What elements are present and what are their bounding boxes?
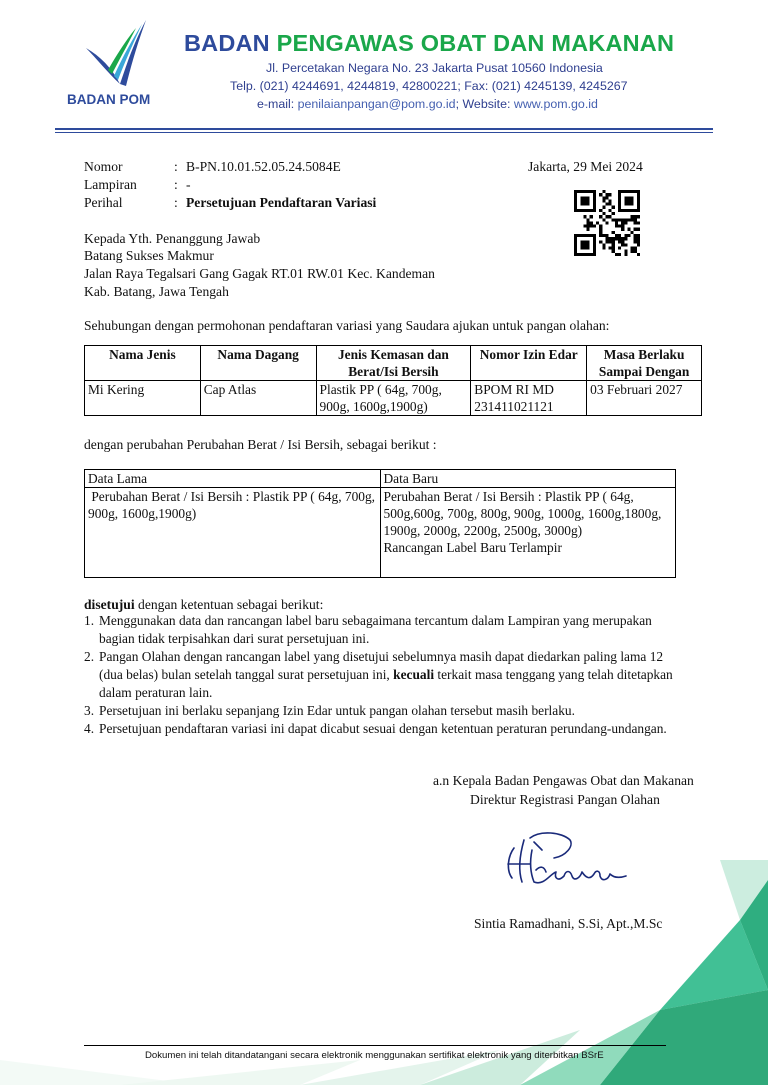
list-text: Menggunakan data dan rancangan label baru sebagaimana tercantum dalam Lampiran yang merupakan bagian tidak terpisahkan dari surat persetujuan ini.	[99, 613, 652, 646]
table-row	[85, 381, 702, 416]
website-label: ; Website:	[455, 97, 514, 111]
nomor-value: B-PN.10.01.52.05.24.5084E	[186, 159, 341, 174]
list-number: 4.	[84, 721, 95, 736]
email-link[interactable]: penilaianpangan@pom.go.id	[297, 97, 456, 111]
list-number: 1.	[84, 613, 95, 628]
col-jenis-kemasan: Jenis Kemasan dan Berat/Isi Bersih	[316, 346, 471, 381]
list-text-bold: kecuali	[393, 667, 435, 682]
org-name-part1: BADAN	[184, 30, 270, 56]
cell-data-lama: Perubahan Berat / Isi Bersih : Plastik PP ( 64g, 700g, 900g, 1600g,1900g)	[85, 488, 381, 578]
lampiran-value: -	[186, 177, 191, 192]
nomor-sep: :	[174, 159, 178, 174]
lampiran-label: Lampiran	[84, 177, 137, 192]
nomor-label: Nomor	[84, 159, 123, 174]
badan-pom-logo-icon	[78, 18, 150, 90]
product-table	[84, 345, 702, 416]
cell-masa-berlaku: 03 Februari 2027	[587, 381, 702, 416]
header-rule-thick	[55, 128, 713, 130]
footer-note: Dokumen ini telah ditandatangani secara elektronik menggunakan sertifikat elektronik yang diterbitkan BSrE	[145, 1050, 604, 1061]
org-name-part2: PENGAWAS OBAT DAN MAKANAN	[276, 30, 675, 56]
cell-nomor-izin: BPOM RI MD 231411021121	[471, 381, 587, 416]
org-contact	[257, 97, 598, 111]
intro-text: Sehubungan dengan permohonan pendaftaran variasi yang Saudara ajukan untuk pangan olahan:	[84, 318, 610, 333]
list-number: 2.	[84, 649, 95, 664]
lampiran-sep: :	[174, 177, 178, 192]
cell-jenis-kemasan: Plastik PP ( 64g, 700g, 900g, 1600g,1900g)	[316, 381, 471, 416]
org-phone: Telp. (021) 4244691, 4244819, 42800221; Fax: (021) 4245139, 4245267	[230, 79, 628, 93]
footer-rule	[84, 1045, 666, 1046]
recipient-line4: Kab. Batang, Jawa Tengah	[84, 284, 229, 299]
logo-text: BADAN POM	[67, 92, 151, 107]
org-address: Jl. Percetakan Negara No. 23 Jakarta Pusat 10560 Indonesia	[266, 61, 603, 75]
table-row	[85, 488, 676, 578]
approval-list	[84, 612, 674, 738]
signature-line1: a.n Kepala Badan Pengawas Obat dan Makanan	[433, 773, 694, 788]
col-masa-berlaku: Masa Berlaku Sampai Dengan	[587, 346, 702, 381]
recipient-line1: Kepada Yth. Penanggung Jawab	[84, 231, 261, 246]
handwritten-signature	[500, 826, 635, 891]
signature-line2: Direktur Registrasi Pangan Olahan	[470, 792, 660, 807]
perihal-label: Perihal	[84, 195, 123, 210]
list-item	[84, 612, 674, 648]
approval-lead-rest: dengan ketentuan sebagai berikut:	[134, 597, 324, 612]
list-text: Pangan Olahan dengan rancangan label yang disetujui sebelumnya masih dapat diedarkan paling lama 12 (dua belas) bulan setelah tanggal surat persetujuan ini,	[99, 649, 664, 682]
place-date: Jakarta, 29 Mei 2024	[528, 159, 643, 174]
col-nomor-izin: Nomor Izin Edar	[471, 346, 587, 381]
product-table-header	[85, 346, 702, 381]
col-data-baru: Data Baru	[380, 470, 676, 488]
approval-lead-bold: disetujui	[84, 597, 135, 612]
recipient-line2: Batang Sukses Makmur	[84, 248, 214, 263]
cell-data-baru	[380, 488, 676, 578]
change-table	[84, 469, 676, 578]
website-link[interactable]: www.pom.go.id	[513, 97, 598, 111]
change-intro: dengan perubahan Perubahan Berat / Isi Bersih, sebagai berikut :	[84, 437, 437, 452]
cell-nama-dagang: Cap Atlas	[200, 381, 316, 416]
col-data-lama: Data Lama	[85, 470, 381, 488]
perihal-sep: :	[174, 195, 178, 210]
recipient-line3: Jalan Raya Tegalsari Gang Gagak RT.01 RW.01 Kec. Kandeman	[84, 266, 435, 281]
list-text: terkait masa tenggang yang telah ditetapkan dalam peraturan lain.	[99, 667, 673, 700]
data-baru-line2: Rancangan Label Baru Terlampir	[383, 540, 562, 555]
header-rule-thin	[55, 132, 713, 133]
col-nama-jenis: Nama Jenis	[85, 346, 201, 381]
list-text: Persetujuan pendaftaran variasi ini dapat dicabut sesuai dengan ketentuan peraturan perundang-undangan.	[99, 721, 667, 736]
perihal-value: Persetujuan Pendaftaran Variasi	[186, 195, 377, 210]
signatory-name: Sintia Ramadhani, S.Si, Apt.,M.Sc	[474, 916, 663, 931]
list-item	[84, 702, 674, 720]
list-text: Persetujuan ini berlaku sepanjang Izin Edar untuk pangan olahan tersebut masih berlaku.	[99, 703, 575, 718]
list-item	[84, 648, 674, 702]
email-label: e-mail:	[257, 97, 298, 111]
qr-code-icon	[574, 190, 640, 256]
list-item	[84, 720, 674, 738]
change-table-header	[85, 470, 676, 488]
data-baru-line1: Perubahan Berat / Isi Bersih : Plastik PP ( 64g, 500g,600g, 700g, 800g, 900g, 1000g, 1600g,1800g, 1900g, 2000g, 2200g, 2500g, 3000g)	[383, 489, 662, 538]
approval-lead	[84, 596, 323, 613]
cell-nama-jenis: Mi Kering	[85, 381, 201, 416]
col-nama-dagang: Nama Dagang	[200, 346, 316, 381]
org-name	[184, 30, 674, 57]
list-number: 3.	[84, 703, 95, 718]
